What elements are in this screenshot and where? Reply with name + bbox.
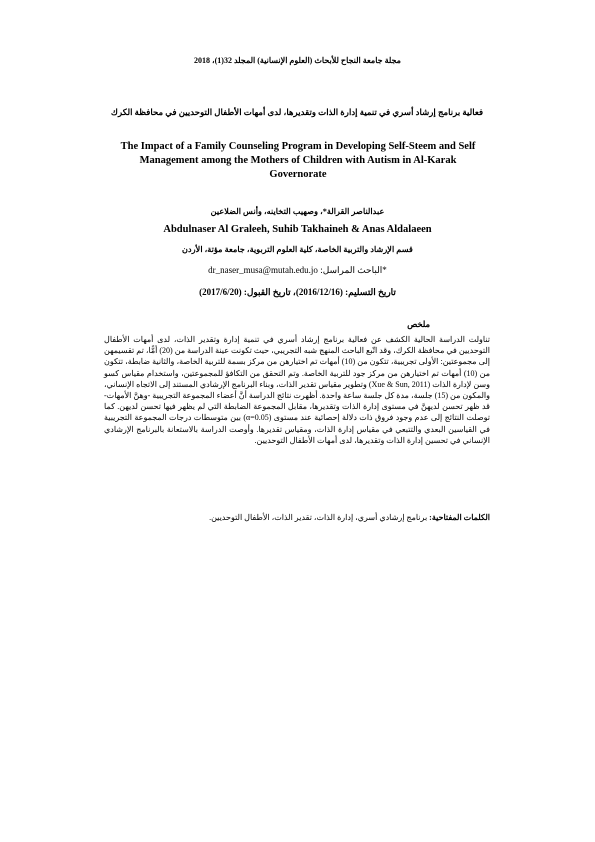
submission-dates: تاريخ التسليم: (2016/12/16)، تاريخ القبول: (2017/6/20) [199,287,396,297]
affiliation: قسم الإرشاد والتربية الخاصة، كلية العلوم التربوية، جامعة مؤتة، الأردن [182,245,413,254]
keywords-label: الكلمات المفتاحية: [429,513,490,522]
corresponding-author [0,265,595,276]
corresponding-label: *الباحث المراسل: [320,265,387,275]
corresponding-email[interactable]: dr_naser_musa@mutah.edu.jo [208,265,318,275]
arabic-title: فعالية برنامج إرشاد أسري في تنمية إدارة الذات وتقديرها، لدى أمهات الأطفال التوحديين في محافظة الكرك [110,107,484,117]
english-authors: Abdulnaser Al Graleeh, Suhib Takhaineh & Anas Aldalaeen [163,224,432,235]
journal-header: مجلة جامعة النجاح للأبحاث (العلوم الإنسانية) المجلد 32(1)، 2018 [194,56,401,65]
keywords-line [104,512,490,523]
arabic-authors: عبدالناصر القرالة*، وصهيب التخاينه، وأنس الضلاعين [210,207,385,216]
abstract-body: تناولت الدراسة الحالية الكشف عن فعالية برنامج إرشاد أسري في تنمية إدارة وتقدير الذات، لدى أمهات الأطفال التوحديين في محافظة الكرك، وقد اتّبع الباحث المنهج شبه التجريبي، حيث تكونت عينة الدراسة من (20) أمًّا، تم تقسيمهن إلى مجموعتين: الأولى تجريبية، تتكون من (10) أمهات تم اختيارهن من مركز بسمة للتربية الخاصة، والثانية ضابطة، تتكون من (10) أمهات تم اختيارهن من مركز جود للتربية الخاصة. وتم التحقق من التكافؤ للمجموعتين، واستخدام مقياس كسو وسن لإدارة الذات (Xue & Sun, 2011) وتطوير مقياس تقدير الذات، وبناء البرنامج الإرشادي المستند إلى الاتجاه الإنساني، والمكون من (15) جلسة، مدة كل جلسة ساعة واحدة. أظهرت نتائج الدراسة أنَّ أعضاء المجموعة التجريبية -وهنَّ الأمهات- قد ظهر تحسن لديهنَّ في مستوى إدارة الذات وتقديرها، مقابل المجموعة الضابطة التي لم يظهر فيها تحسن لديهن. كما توصلت النتائج إلى عدم وجود فروق ذات دلالة إحصائية عند مستوى (α=0.05) بين متوسطات درجات المجموعة التجريبية في القياسين البعدي والتتبعي في مقياس إدارة الذات، ومقياس تقديرها. وأوصت الدراسة بالاستعانة بالبرنامج الإرشادي الإنساني في تحسين إدارة الذات وتقديرها، لدى أمهات الأطفال التوحديين. [104,335,491,445]
keywords-text: برنامج إرشادي أسري، إدارة الذات، تقدير الذات، الأطفال التوحديين. [209,513,428,522]
english-title: The Impact of a Family Counseling Program in Developing Self-Steem and Self Management among the Mothers of Children with Autism in Al-Karak Governorate [120,141,476,180]
abstract-heading: ملخص [407,320,430,329]
